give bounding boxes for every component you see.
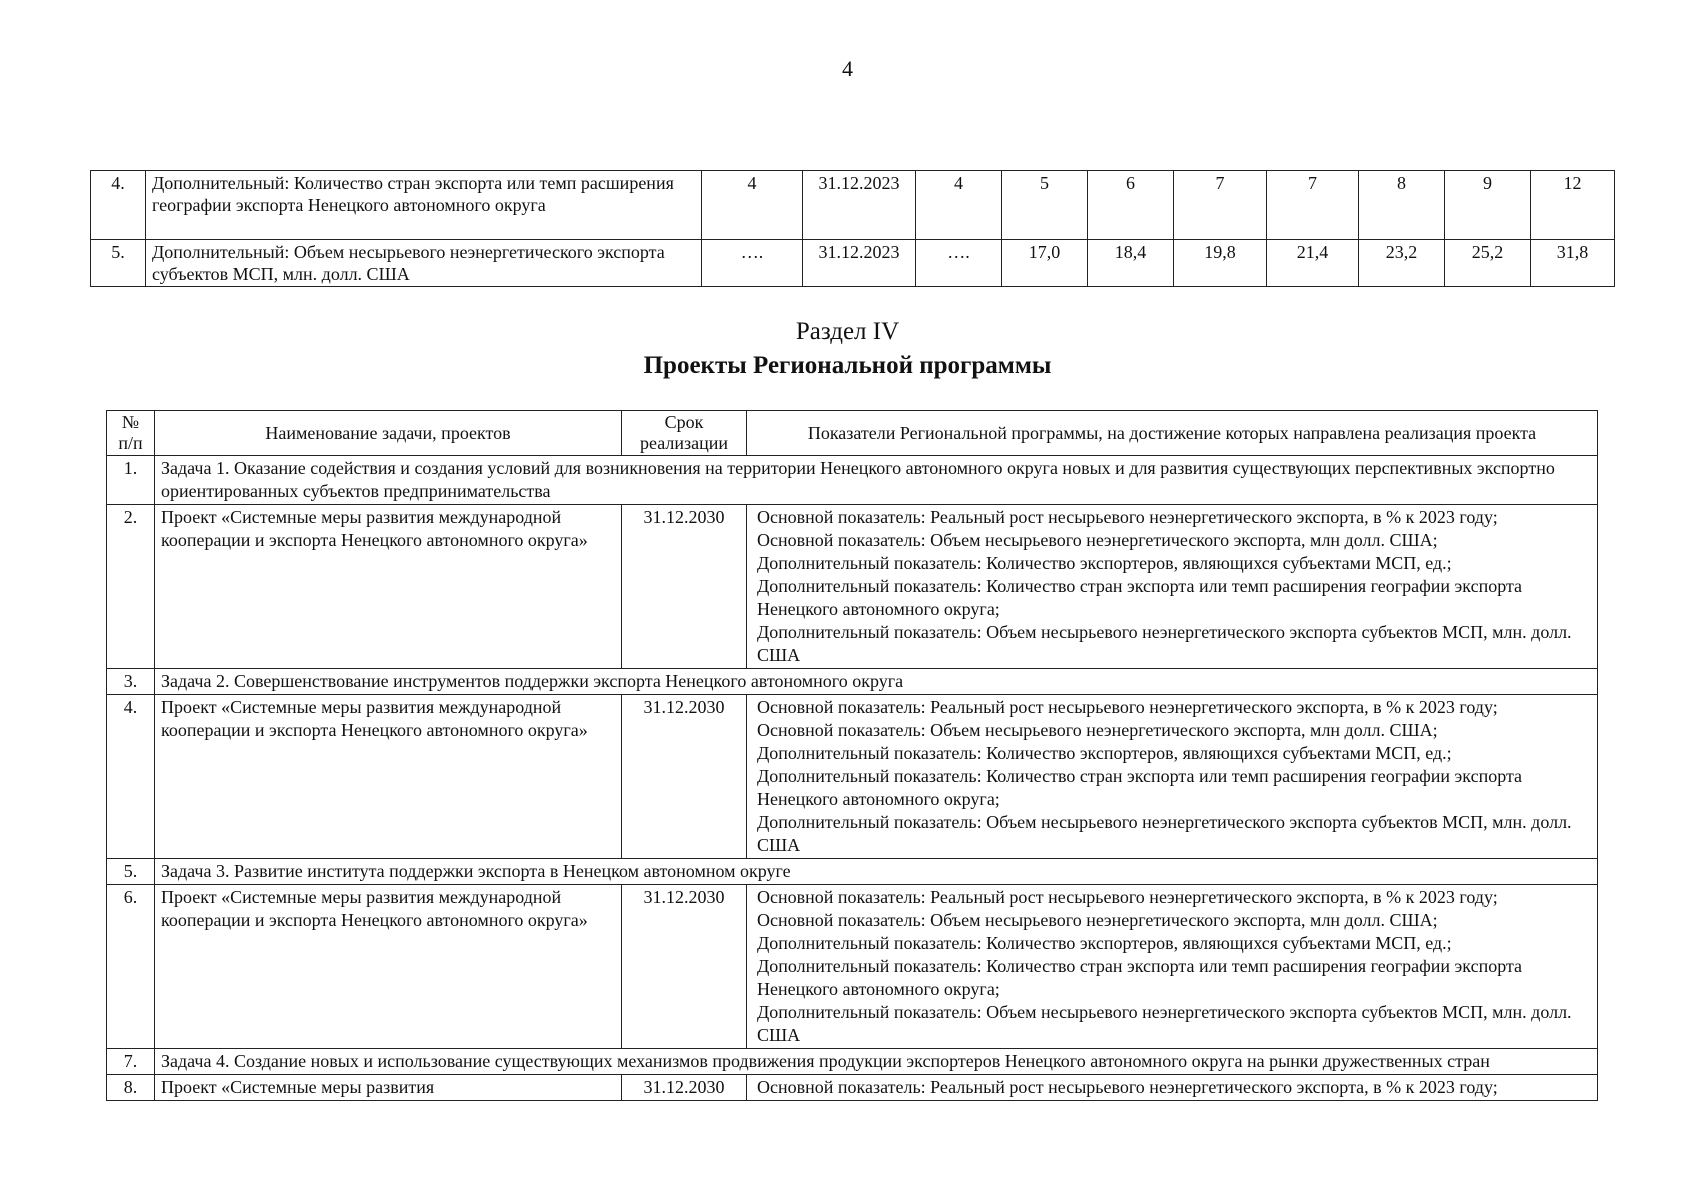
year-value: 21,4 — [1267, 240, 1359, 287]
task-row — [107, 859, 1598, 885]
row-number: 2. — [107, 505, 155, 669]
row-number: 1. — [107, 456, 155, 505]
project-indicators — [747, 695, 1598, 859]
project-name: Проект «Системные меры развития международной кооперации и экспорта Ненецкого автономного округа» — [155, 695, 622, 859]
indicator-item: Дополнительный показатель: Количество экспортеров, являющихся субъектами МСП, ед.; — [757, 933, 1452, 953]
indicator-item: Дополнительный показатель: Объем несырьевого неэнергетического экспорта субъектов МСП, млн. долл. США — [757, 622, 1572, 665]
indicator-name: Дополнительный: Количество стран экспорта или темп расширения географии экспорта Ненецкого автономного округа — [146, 171, 702, 240]
year-value: 31,8 — [1531, 240, 1615, 287]
header-name: Наименование задачи, проектов — [155, 411, 622, 456]
year-value: 6 — [1088, 171, 1174, 240]
row-number: 4. — [107, 695, 155, 859]
indicator-item: Дополнительный показатель: Объем несырьевого неэнергетического экспорта субъектов МСП, млн. долл. США — [757, 1002, 1572, 1045]
projects-table-header — [107, 411, 1598, 456]
project-row — [107, 695, 1598, 859]
base-value: …. — [702, 240, 803, 287]
section-title: Проекты Региональной программы — [643, 352, 1052, 379]
row-number: 5. — [91, 240, 146, 287]
project-name: Проект «Системные меры развития международной кооперации и экспорта Ненецкого автономного округа» — [155, 505, 622, 669]
row-number: 3. — [107, 669, 155, 695]
year-value: …. — [916, 240, 1002, 287]
project-term: 31.12.2030 — [622, 695, 747, 859]
base-date: 31.12.2023 — [803, 171, 916, 240]
year-value: 4 — [916, 171, 1002, 240]
row-number: 8. — [107, 1075, 155, 1101]
year-value: 5 — [1002, 171, 1088, 240]
year-value: 12 — [1531, 171, 1615, 240]
year-value: 23,2 — [1359, 240, 1445, 287]
task-text: Задача 3. Развитие института поддержки экспорта в Ненецком автономном округе — [155, 859, 1598, 885]
indicator-item: Дополнительный показатель: Количество экспортеров, являющихся субъектами МСП, ед.; — [757, 743, 1452, 763]
indicator-item: Основной показатель: Реальный рост несырьевого неэнергетического экспорта, в % к 2023 году; — [757, 1077, 1498, 1097]
table-row — [91, 240, 1615, 287]
header-term: Срок реализации — [622, 411, 747, 456]
year-value: 9 — [1445, 171, 1531, 240]
indicator-item: Основной показатель: Объем несырьевого неэнергетического экспорта, млн долл. США; — [757, 720, 1438, 740]
indicator-item: Дополнительный показатель: Количество стран экспорта или темп расширения географии экспорта Ненецкого автономного округа; — [757, 766, 1523, 809]
page-number: 4 — [842, 56, 853, 81]
row-number: 7. — [107, 1049, 155, 1075]
year-value: 7 — [1267, 171, 1359, 240]
project-row — [107, 1075, 1598, 1101]
indicator-item: Основной показатель: Объем несырьевого неэнергетического экспорта, млн долл. США; — [757, 530, 1438, 550]
project-indicators — [747, 1075, 1598, 1101]
year-value: 18,4 — [1088, 240, 1174, 287]
indicator-item: Основной показатель: Объем несырьевого неэнергетического экспорта, млн долл. США; — [757, 910, 1438, 930]
indicator-item: Дополнительный показатель: Количество стран экспорта или темп расширения географии экспорта Ненецкого автономного округа; — [757, 576, 1523, 619]
project-row — [107, 505, 1598, 669]
indicator-item: Дополнительный показатель: Количество экспортеров, являющихся субъектами МСП, ед.; — [757, 553, 1452, 573]
indicator-item: Основной показатель: Реальный рост несырьевого неэнергетического экспорта, в % к 2023 году; — [757, 697, 1498, 717]
row-number: 6. — [107, 885, 155, 1049]
year-value: 8 — [1359, 171, 1445, 240]
indicator-item: Основной показатель: Реальный рост несырьевого неэнергетического экспорта, в % к 2023 году; — [757, 507, 1498, 527]
base-value: 4 — [702, 171, 803, 240]
task-row — [107, 669, 1598, 695]
header-num: № п/п — [107, 411, 155, 456]
base-date: 31.12.2023 — [803, 240, 916, 287]
year-value: 19,8 — [1174, 240, 1267, 287]
project-indicators — [747, 505, 1598, 669]
task-row — [107, 456, 1598, 505]
year-value: 17,0 — [1002, 240, 1088, 287]
row-number: 4. — [91, 171, 146, 240]
project-term: 31.12.2030 — [622, 885, 747, 1049]
indicator-item: Дополнительный показатель: Объем несырьевого неэнергетического экспорта субъектов МСП, млн. долл. США — [757, 812, 1572, 855]
task-row — [107, 1049, 1598, 1075]
header-indicators: Показатели Региональной программы, на достижение которых направлена реализация проекта — [747, 411, 1598, 456]
table-row — [91, 171, 1615, 240]
project-term: 31.12.2030 — [622, 1075, 747, 1101]
projects-table — [106, 410, 1598, 1101]
task-text: Задача 1. Оказание содействия и создания условий для возникновения на территории Ненецкого автономного округа новых и для развития существующих перспективных экспортно ориентированных субъектов предпринимательства — [155, 456, 1598, 505]
year-value: 7 — [1174, 171, 1267, 240]
year-value: 25,2 — [1445, 240, 1531, 287]
project-name: Проект «Системные меры развития — [155, 1075, 622, 1101]
indicator-item: Дополнительный показатель: Количество стран экспорта или темп расширения географии экспорта Ненецкого автономного округа; — [757, 956, 1523, 999]
project-indicators — [747, 885, 1598, 1049]
section-number: Раздел IV — [795, 318, 900, 345]
indicator-table — [90, 170, 1615, 287]
project-name: Проект «Системные меры развития международной кооперации и экспорта Ненецкого автономного округа» — [155, 885, 622, 1049]
indicator-name: Дополнительный: Объем несырьевого неэнергетического экспорта субъектов МСП, млн. долл. США — [146, 240, 702, 287]
project-term: 31.12.2030 — [622, 505, 747, 669]
task-text: Задача 2. Совершенствование инструментов поддержки экспорта Ненецкого автономного округа — [155, 669, 1598, 695]
task-text: Задача 4. Создание новых и использование существующих механизмов продвижения продукции экспортеров Ненецкого автономного округа на рынки дружественных стран — [155, 1049, 1598, 1075]
indicator-item: Основной показатель: Реальный рост несырьевого неэнергетического экспорта, в % к 2023 году; — [757, 887, 1498, 907]
row-number: 5. — [107, 859, 155, 885]
project-row — [107, 885, 1598, 1049]
